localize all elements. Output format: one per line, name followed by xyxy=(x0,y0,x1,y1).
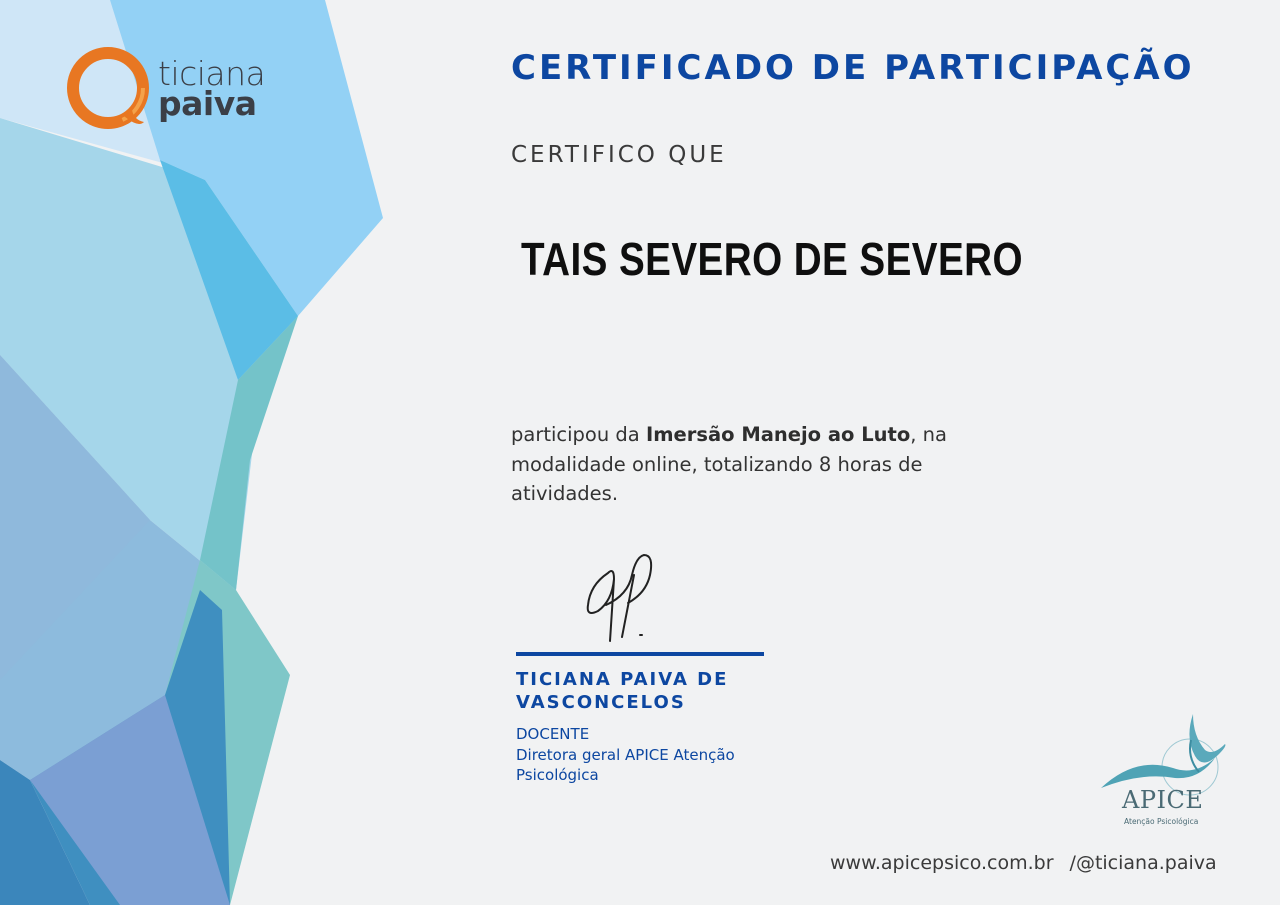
footer-contacts xyxy=(830,852,1217,874)
recipient-name: TAIS SEVERO DE SEVERO xyxy=(521,233,1023,285)
footer-social[interactable]: /@ticiana.paiva xyxy=(1069,852,1217,874)
signature-line xyxy=(516,652,764,656)
speech-bubble-ring-icon xyxy=(66,46,156,136)
logo-word-paiva: paiva xyxy=(158,84,257,123)
signer-details xyxy=(516,724,786,786)
logo-word-ticiana: ticiana xyxy=(158,54,266,93)
apice-logo-name: APICE xyxy=(1122,786,1204,814)
footer-website[interactable]: www.apicepsico.com.br xyxy=(830,852,1054,874)
certificate-title: CERTIFICADO DE PARTICIPAÇÃO xyxy=(511,48,1195,88)
signer-name: TICIANA PAIVA DE VASCONCELOS xyxy=(516,669,729,713)
signer-role: DOCENTE xyxy=(516,725,590,743)
signer-position: Diretora geral APICE Atenção Psicológica xyxy=(516,745,735,784)
body-suffix: , na modalidade online, totalizando 8 horas de atividades. xyxy=(511,423,947,505)
certificate-intro: CERTIFICO QUE xyxy=(511,142,727,168)
ticiana-paiva-logo xyxy=(66,46,266,136)
body-prefix: participou da xyxy=(511,423,646,446)
course-name: Imersão Manejo ao Luto xyxy=(645,423,911,446)
certificate-body xyxy=(511,420,981,509)
apice-logo-tagline: Atenção Psicológica xyxy=(1124,817,1199,826)
handwritten-signature xyxy=(578,545,688,650)
